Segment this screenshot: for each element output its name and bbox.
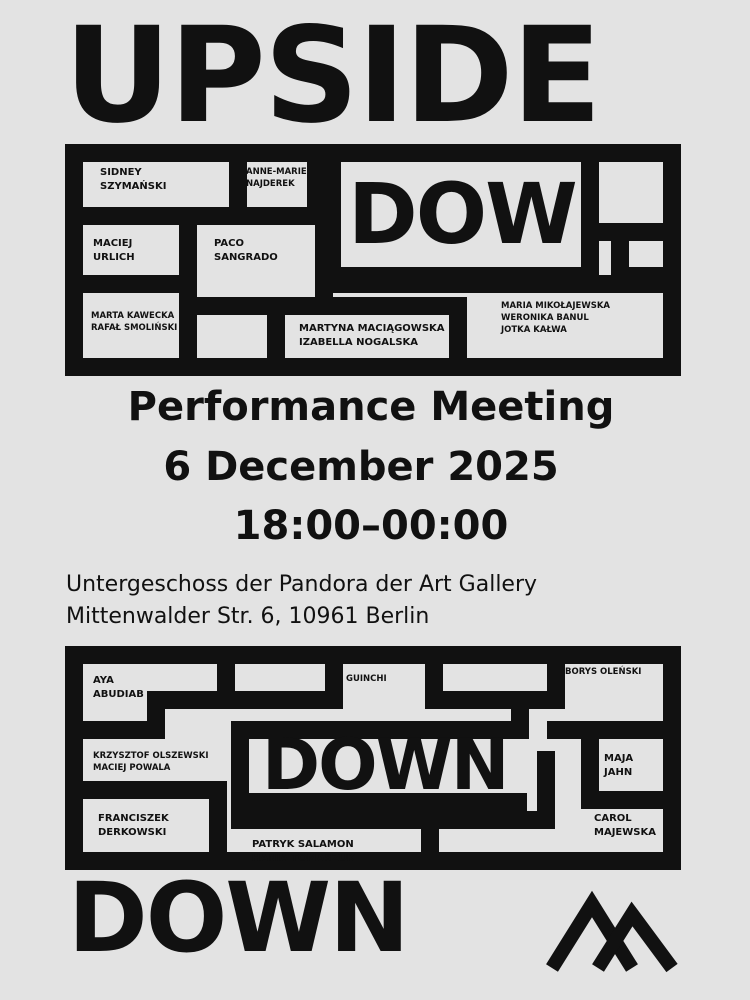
headline-down: DOWN <box>68 862 408 974</box>
event-name: Performance Meeting <box>127 384 615 430</box>
artist-maciej-urlich: MACIEJ URLICH <box>93 238 135 263</box>
artist-aya: AYA ABUDIAB <box>93 675 144 700</box>
artist-patryk-hania: PATRYK SALAMON HANIA TOMASZUK <box>252 839 355 864</box>
artist-martyna-izabella: MARTYNA MACIĄGOWSKA IZABELLA NOGALSKA <box>299 323 445 348</box>
artist-guinchi: GUINCHI <box>346 674 387 684</box>
artist-sidney: SIDNEY SZYMAŃSKI <box>100 167 167 192</box>
event-time: 18:00–00:00 <box>233 503 509 549</box>
artist-marta-rafal: MARTA KAWECKA RAFAŁ SMOLIŃSKI <box>91 311 178 333</box>
artist-franciszek: FRANCISZEK DERKOWSKI <box>98 813 169 838</box>
artist-carol: CAROL MAJEWSKA <box>594 813 656 838</box>
venue-line-1: Untergeschoss der Pandora der Art Gallery <box>66 572 538 597</box>
artist-paco: PACO SANGRADO <box>214 238 278 263</box>
artist-krzysztof-maciej: KRZYSZTOF OLSZEWSKI MACIEJ POWALA <box>93 751 209 773</box>
maze-word-top: DOW <box>348 165 576 263</box>
headline-upside: UPSIDE <box>64 0 600 153</box>
maze-word-bottom: DOWN <box>262 724 508 806</box>
artist-maja: MAJA JAHN <box>604 753 634 778</box>
venue-line-2: Mittenwalder Str. 6, 10961 Berlin <box>66 604 430 629</box>
event-date: 6 December 2025 <box>163 444 559 490</box>
artist-anne-marie: ANNE-MARIE NAJDEREK <box>246 167 307 189</box>
artist-maria-weronika-jotka: MARIA MIKOŁAJEWSKA WERONIKA BANUL JOTKA KAŁWA <box>501 301 611 335</box>
artist-borys: BORYS OLEŃSKI <box>565 667 642 677</box>
mountain-logo-icon <box>546 888 686 978</box>
